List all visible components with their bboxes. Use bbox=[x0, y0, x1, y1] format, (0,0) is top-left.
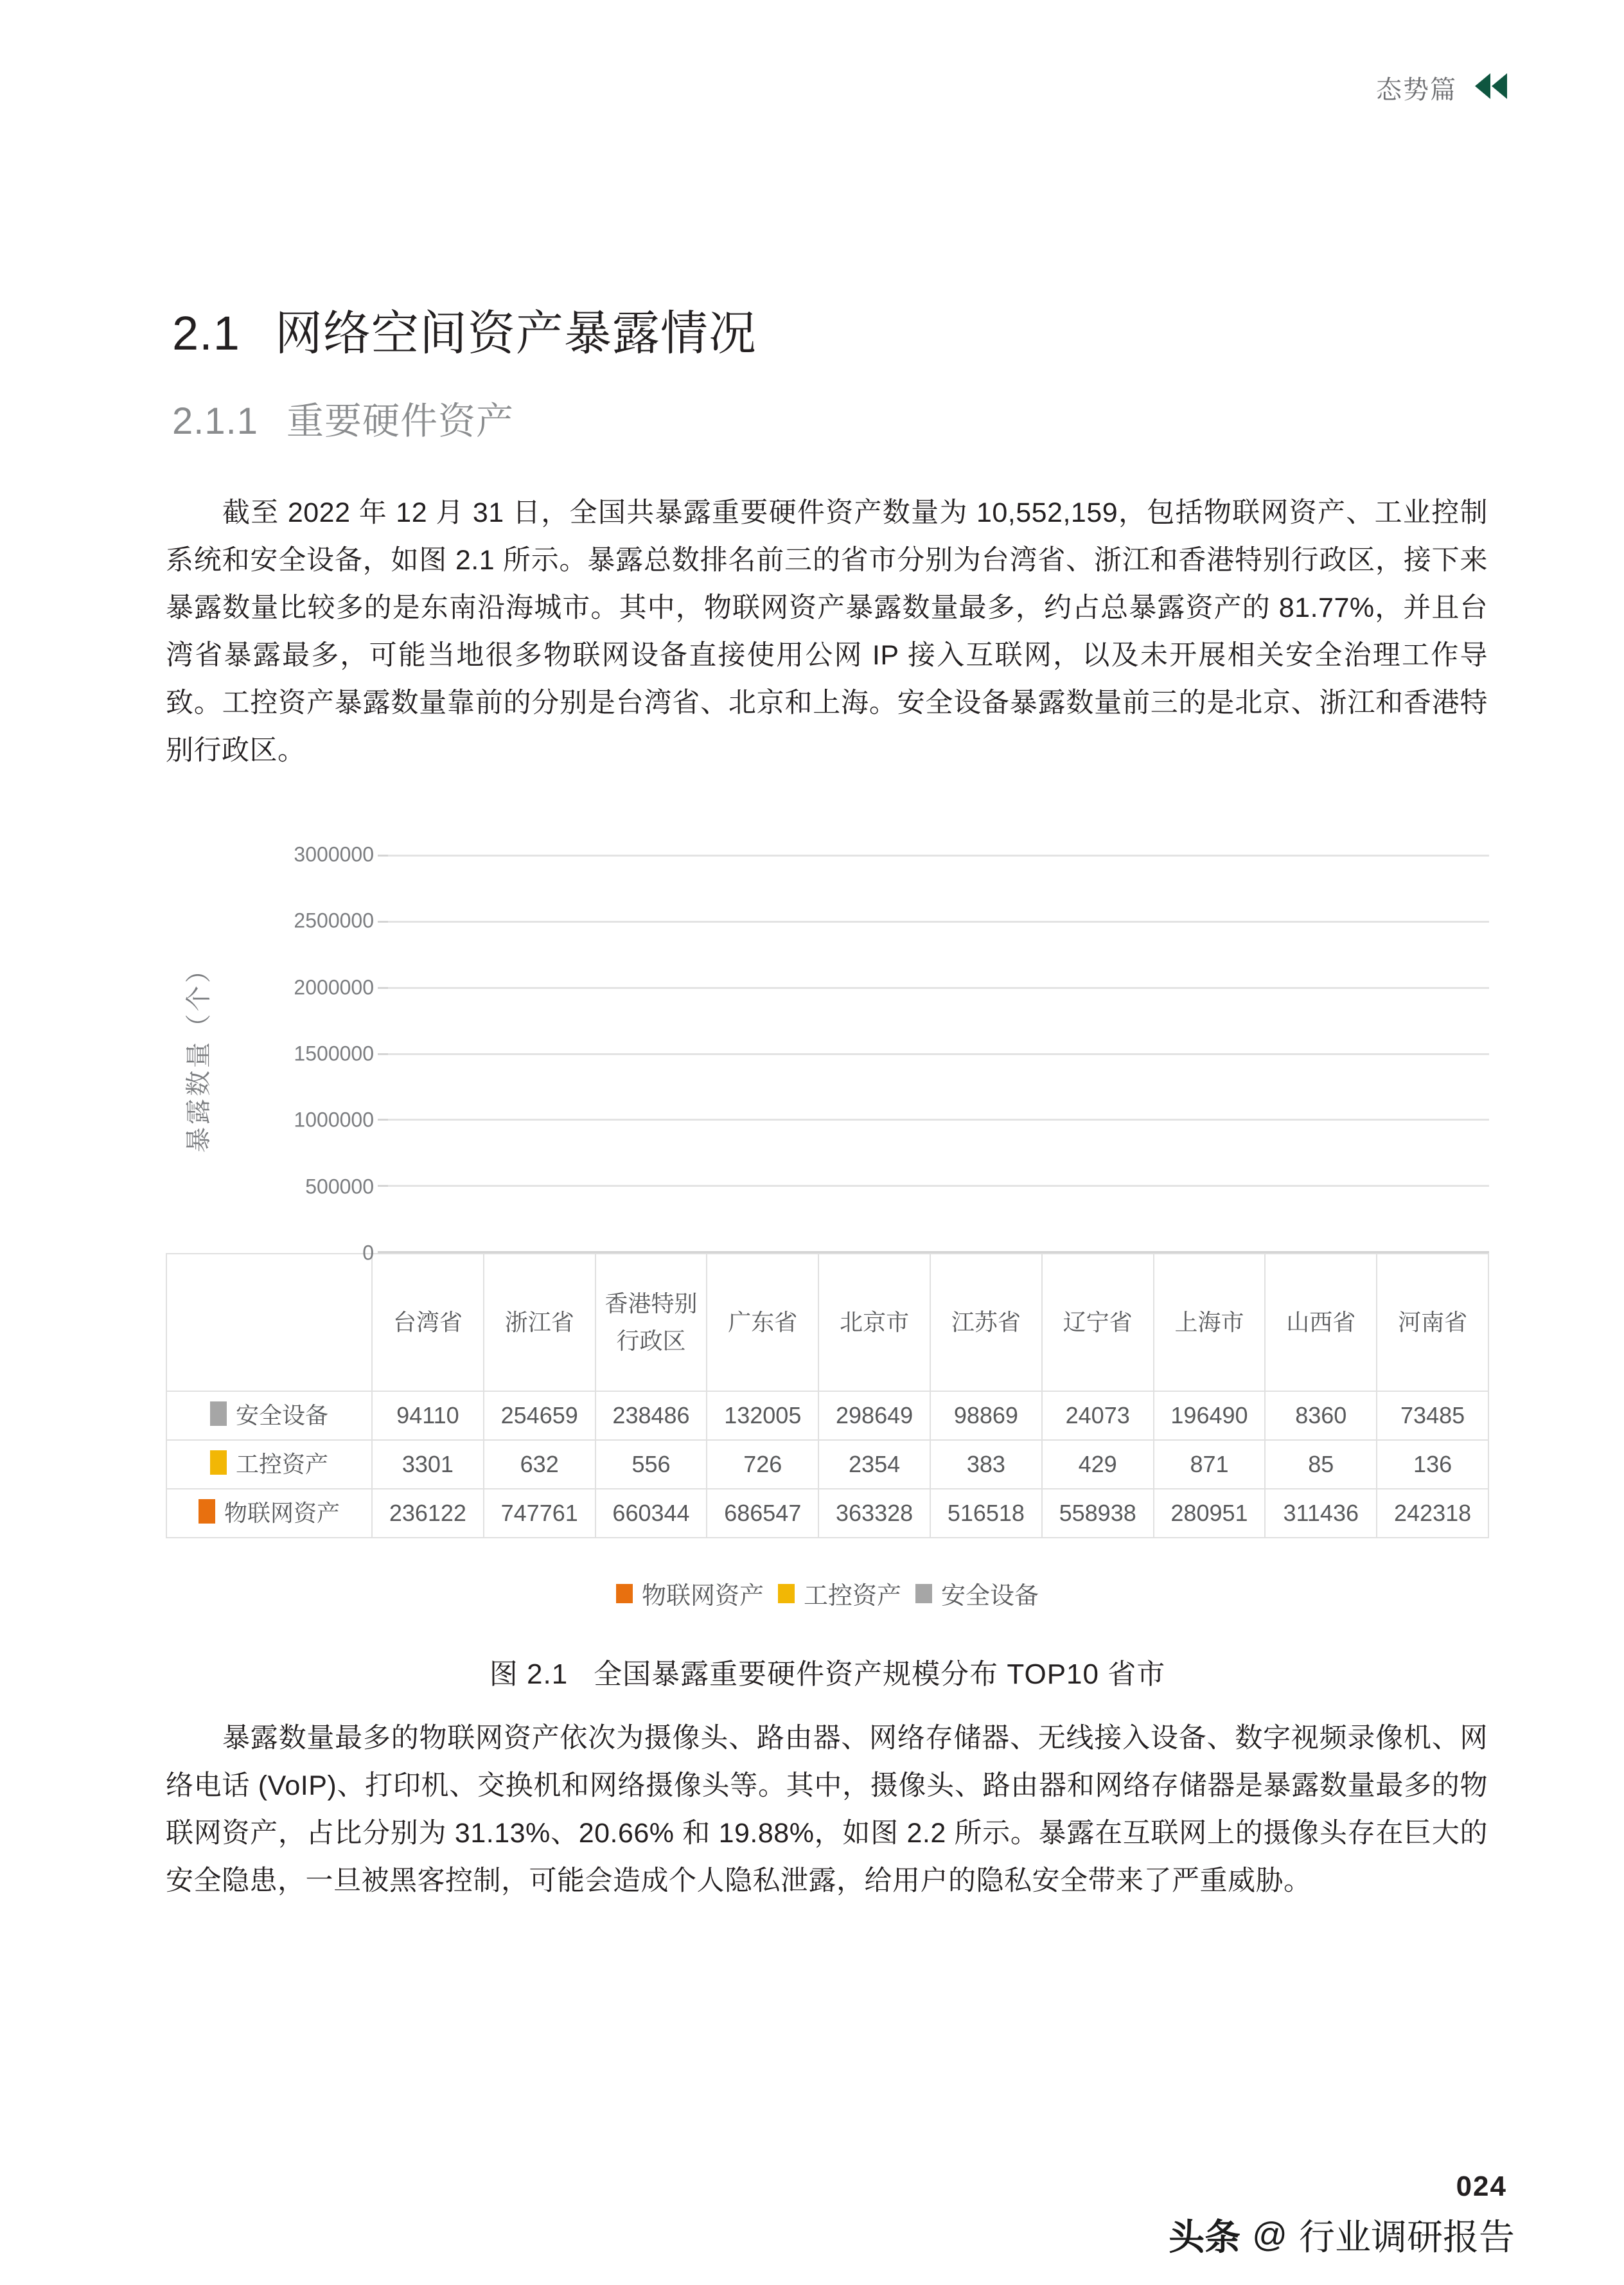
y-axis-tickmark bbox=[378, 1185, 388, 1187]
table-category-cell: 台湾省 bbox=[372, 1254, 484, 1391]
table-category-cell: 江苏省 bbox=[930, 1254, 1042, 1391]
figure-2-1 bbox=[166, 842, 1489, 1692]
chart-data-table bbox=[166, 1253, 1489, 1538]
table-row bbox=[166, 1440, 1488, 1489]
legend-item bbox=[616, 1576, 764, 1611]
figure-caption-number: 图 2.1 bbox=[489, 1658, 569, 1690]
table-series-label: 工控资产 bbox=[166, 1440, 372, 1489]
y-axis-tick-label: 2500000 bbox=[294, 909, 374, 932]
table-category-cell: 上海市 bbox=[1154, 1254, 1266, 1391]
table-value-cell: 660344 bbox=[596, 1489, 707, 1538]
watermark-name: 行业调研报告 bbox=[1299, 2217, 1515, 2257]
bar-chart bbox=[166, 842, 1489, 1265]
figure-caption-text: 全国暴露重要硬件资产规模分布 TOP10 省市 bbox=[594, 1658, 1166, 1690]
table-category-cell: 北京市 bbox=[818, 1254, 930, 1391]
table-value-cell: 311436 bbox=[1265, 1489, 1377, 1538]
y-axis-tick-label: 0 bbox=[362, 1241, 374, 1265]
y-axis-tickmark bbox=[378, 855, 388, 857]
legend-color-swatch-icon bbox=[778, 1584, 795, 1603]
table-corner-cell bbox=[166, 1254, 372, 1391]
table-value-cell: 747761 bbox=[484, 1489, 596, 1538]
table-value-cell: 196490 bbox=[1154, 1391, 1266, 1440]
watermark-logo: 头条 bbox=[1169, 2217, 1241, 2257]
legend-color-swatch-icon bbox=[616, 1584, 633, 1603]
table-value-cell: 516518 bbox=[930, 1489, 1042, 1538]
y-axis-tick-label: 1000000 bbox=[294, 1108, 374, 1132]
table-value-cell: 383 bbox=[930, 1440, 1042, 1489]
section-heading bbox=[172, 296, 757, 364]
table-category-cell: 广东省 bbox=[707, 1254, 818, 1391]
table-value-cell: 238486 bbox=[596, 1391, 707, 1440]
y-axis-title-label: 暴露数量（个） bbox=[184, 955, 213, 1153]
table-value-cell: 3301 bbox=[372, 1440, 484, 1489]
table-value-cell: 558938 bbox=[1042, 1489, 1154, 1538]
table-row bbox=[166, 1489, 1488, 1538]
watermark bbox=[1169, 2209, 1515, 2261]
table-value-cell: 686547 bbox=[707, 1489, 818, 1538]
table-category-cell: 河南省 bbox=[1377, 1254, 1488, 1391]
y-axis-tickmark bbox=[378, 1251, 388, 1253]
y-axis-tick-label: 500000 bbox=[305, 1175, 374, 1198]
table-value-cell: 73485 bbox=[1377, 1391, 1488, 1440]
y-axis-tick-label: 2000000 bbox=[294, 975, 374, 999]
body-paragraph-2: 暴露数量最多的物联网资产依次为摄像头、路由器、网络存储器、无线接入设备、数字视频录像机、网络电话 (VoIP)、打印机、交换机和网络摄像头等。其中，摄像头、路由器和网络存储器是暴露数量最多的物联网资产，占比分别为 31.13%、20.66% 和 19.88%，如图 2.2 所示。暴露在互联网上的摄像头存在巨大的安全隐患，一旦被黑客控制，可能会造成个人隐私泄露，给用户的隐私安全带来了严重威胁。 bbox=[166, 1723, 1488, 1896]
y-axis-tickmark bbox=[378, 1053, 388, 1055]
table-value-cell: 871 bbox=[1154, 1440, 1266, 1489]
legend-color-swatch-icon bbox=[915, 1584, 932, 1603]
table-value-cell: 632 bbox=[484, 1440, 596, 1489]
table-value-cell: 363328 bbox=[818, 1489, 930, 1538]
gridline bbox=[388, 921, 1489, 923]
gridline bbox=[388, 1053, 1489, 1055]
section-number: 2.1 bbox=[172, 307, 240, 360]
table-value-cell: 24073 bbox=[1042, 1391, 1154, 1440]
section-title: 网络空间资产暴露情况 bbox=[274, 307, 757, 360]
rewind-double-left-arrow-icon bbox=[1474, 72, 1508, 103]
table-value-cell: 556 bbox=[596, 1440, 707, 1489]
table-value-cell: 298649 bbox=[818, 1391, 930, 1440]
series-color-swatch-icon bbox=[199, 1499, 215, 1524]
y-axis-tickmark bbox=[378, 987, 388, 989]
subsection-number: 2.1.1 bbox=[172, 400, 258, 442]
series-color-swatch-icon bbox=[210, 1401, 227, 1426]
table-value-cell: 236122 bbox=[372, 1489, 484, 1538]
plot-area bbox=[388, 855, 1489, 1253]
subsection-heading bbox=[172, 391, 514, 445]
legend-label: 工控资产 bbox=[803, 1583, 901, 1610]
table-value-cell: 132005 bbox=[707, 1391, 818, 1440]
legend-label: 安全设备 bbox=[941, 1583, 1039, 1610]
table-value-cell: 94110 bbox=[372, 1391, 484, 1440]
table-value-cell: 254659 bbox=[484, 1391, 596, 1440]
gridline bbox=[388, 987, 1489, 989]
table-value-cell: 2354 bbox=[818, 1440, 930, 1489]
gridline bbox=[388, 1185, 1489, 1187]
legend-label: 物联网资产 bbox=[641, 1583, 764, 1610]
figure-caption bbox=[166, 1651, 1489, 1692]
body-paragraph-1: 截至 2022 年 12 月 31 日，全国共暴露重要硬件资产数量为 10,552,159，包括物联网资产、工业控制系统和安全设备，如图 2.1 所示。暴露总数排名前三的省市分别为台湾省、浙江和香港特别行政区，接下来暴露数量比较多的是东南沿海城市。其中，物联网资产暴露数量最多，约占总暴露资产的 81.77%，并且台湾省暴露最多，可能当地很多物联网设备直接使用公网 IP 接入互联网，以及未开展相关安全治理工作导致。工控资产暴露数量靠前的分别是台湾省、北京和上海。安全设备暴露数量前三的是北京、浙江和香港特别行政区。 bbox=[166, 497, 1488, 766]
table-value-cell: 726 bbox=[707, 1440, 818, 1489]
table-category-cell: 浙江省 bbox=[484, 1254, 596, 1391]
series-color-swatch-icon bbox=[210, 1450, 227, 1475]
chart-legend bbox=[166, 1576, 1489, 1611]
table-category-cell: 山西省 bbox=[1265, 1254, 1377, 1391]
table-category-cell: 香港特别行政区 bbox=[596, 1254, 707, 1391]
table-value-cell: 280951 bbox=[1154, 1489, 1266, 1538]
running-header bbox=[1376, 69, 1508, 106]
table-row bbox=[166, 1254, 1488, 1391]
y-axis-title bbox=[166, 855, 227, 1253]
y-axis-tickmark bbox=[378, 921, 388, 923]
watermark-at-symbol: @ bbox=[1252, 2216, 1287, 2254]
table-row bbox=[166, 1391, 1488, 1440]
running-header-label: 态势篇 bbox=[1376, 76, 1457, 104]
subsection-title: 重要硬件资产 bbox=[287, 400, 515, 442]
table-value-cell: 429 bbox=[1042, 1440, 1154, 1489]
y-axis-tickmark bbox=[378, 1119, 388, 1121]
y-axis-tick-label: 1500000 bbox=[294, 1042, 374, 1065]
legend-item bbox=[915, 1576, 1039, 1611]
table-category-cell: 辽宁省 bbox=[1042, 1254, 1154, 1391]
table-value-cell: 98869 bbox=[930, 1391, 1042, 1440]
gridline bbox=[388, 1119, 1489, 1121]
gridline bbox=[388, 855, 1489, 857]
legend-item bbox=[778, 1576, 901, 1611]
table-value-cell: 242318 bbox=[1377, 1489, 1488, 1538]
table-series-label: 安全设备 bbox=[166, 1391, 372, 1440]
table-value-cell: 85 bbox=[1265, 1440, 1377, 1489]
page-number: 024 bbox=[1456, 2171, 1507, 2202]
y-axis-tick-label: 3000000 bbox=[294, 842, 374, 866]
table-value-cell: 8360 bbox=[1265, 1391, 1377, 1440]
y-axis bbox=[227, 842, 388, 1265]
table-value-cell: 136 bbox=[1377, 1440, 1488, 1489]
table-series-label: 物联网资产 bbox=[166, 1489, 372, 1538]
